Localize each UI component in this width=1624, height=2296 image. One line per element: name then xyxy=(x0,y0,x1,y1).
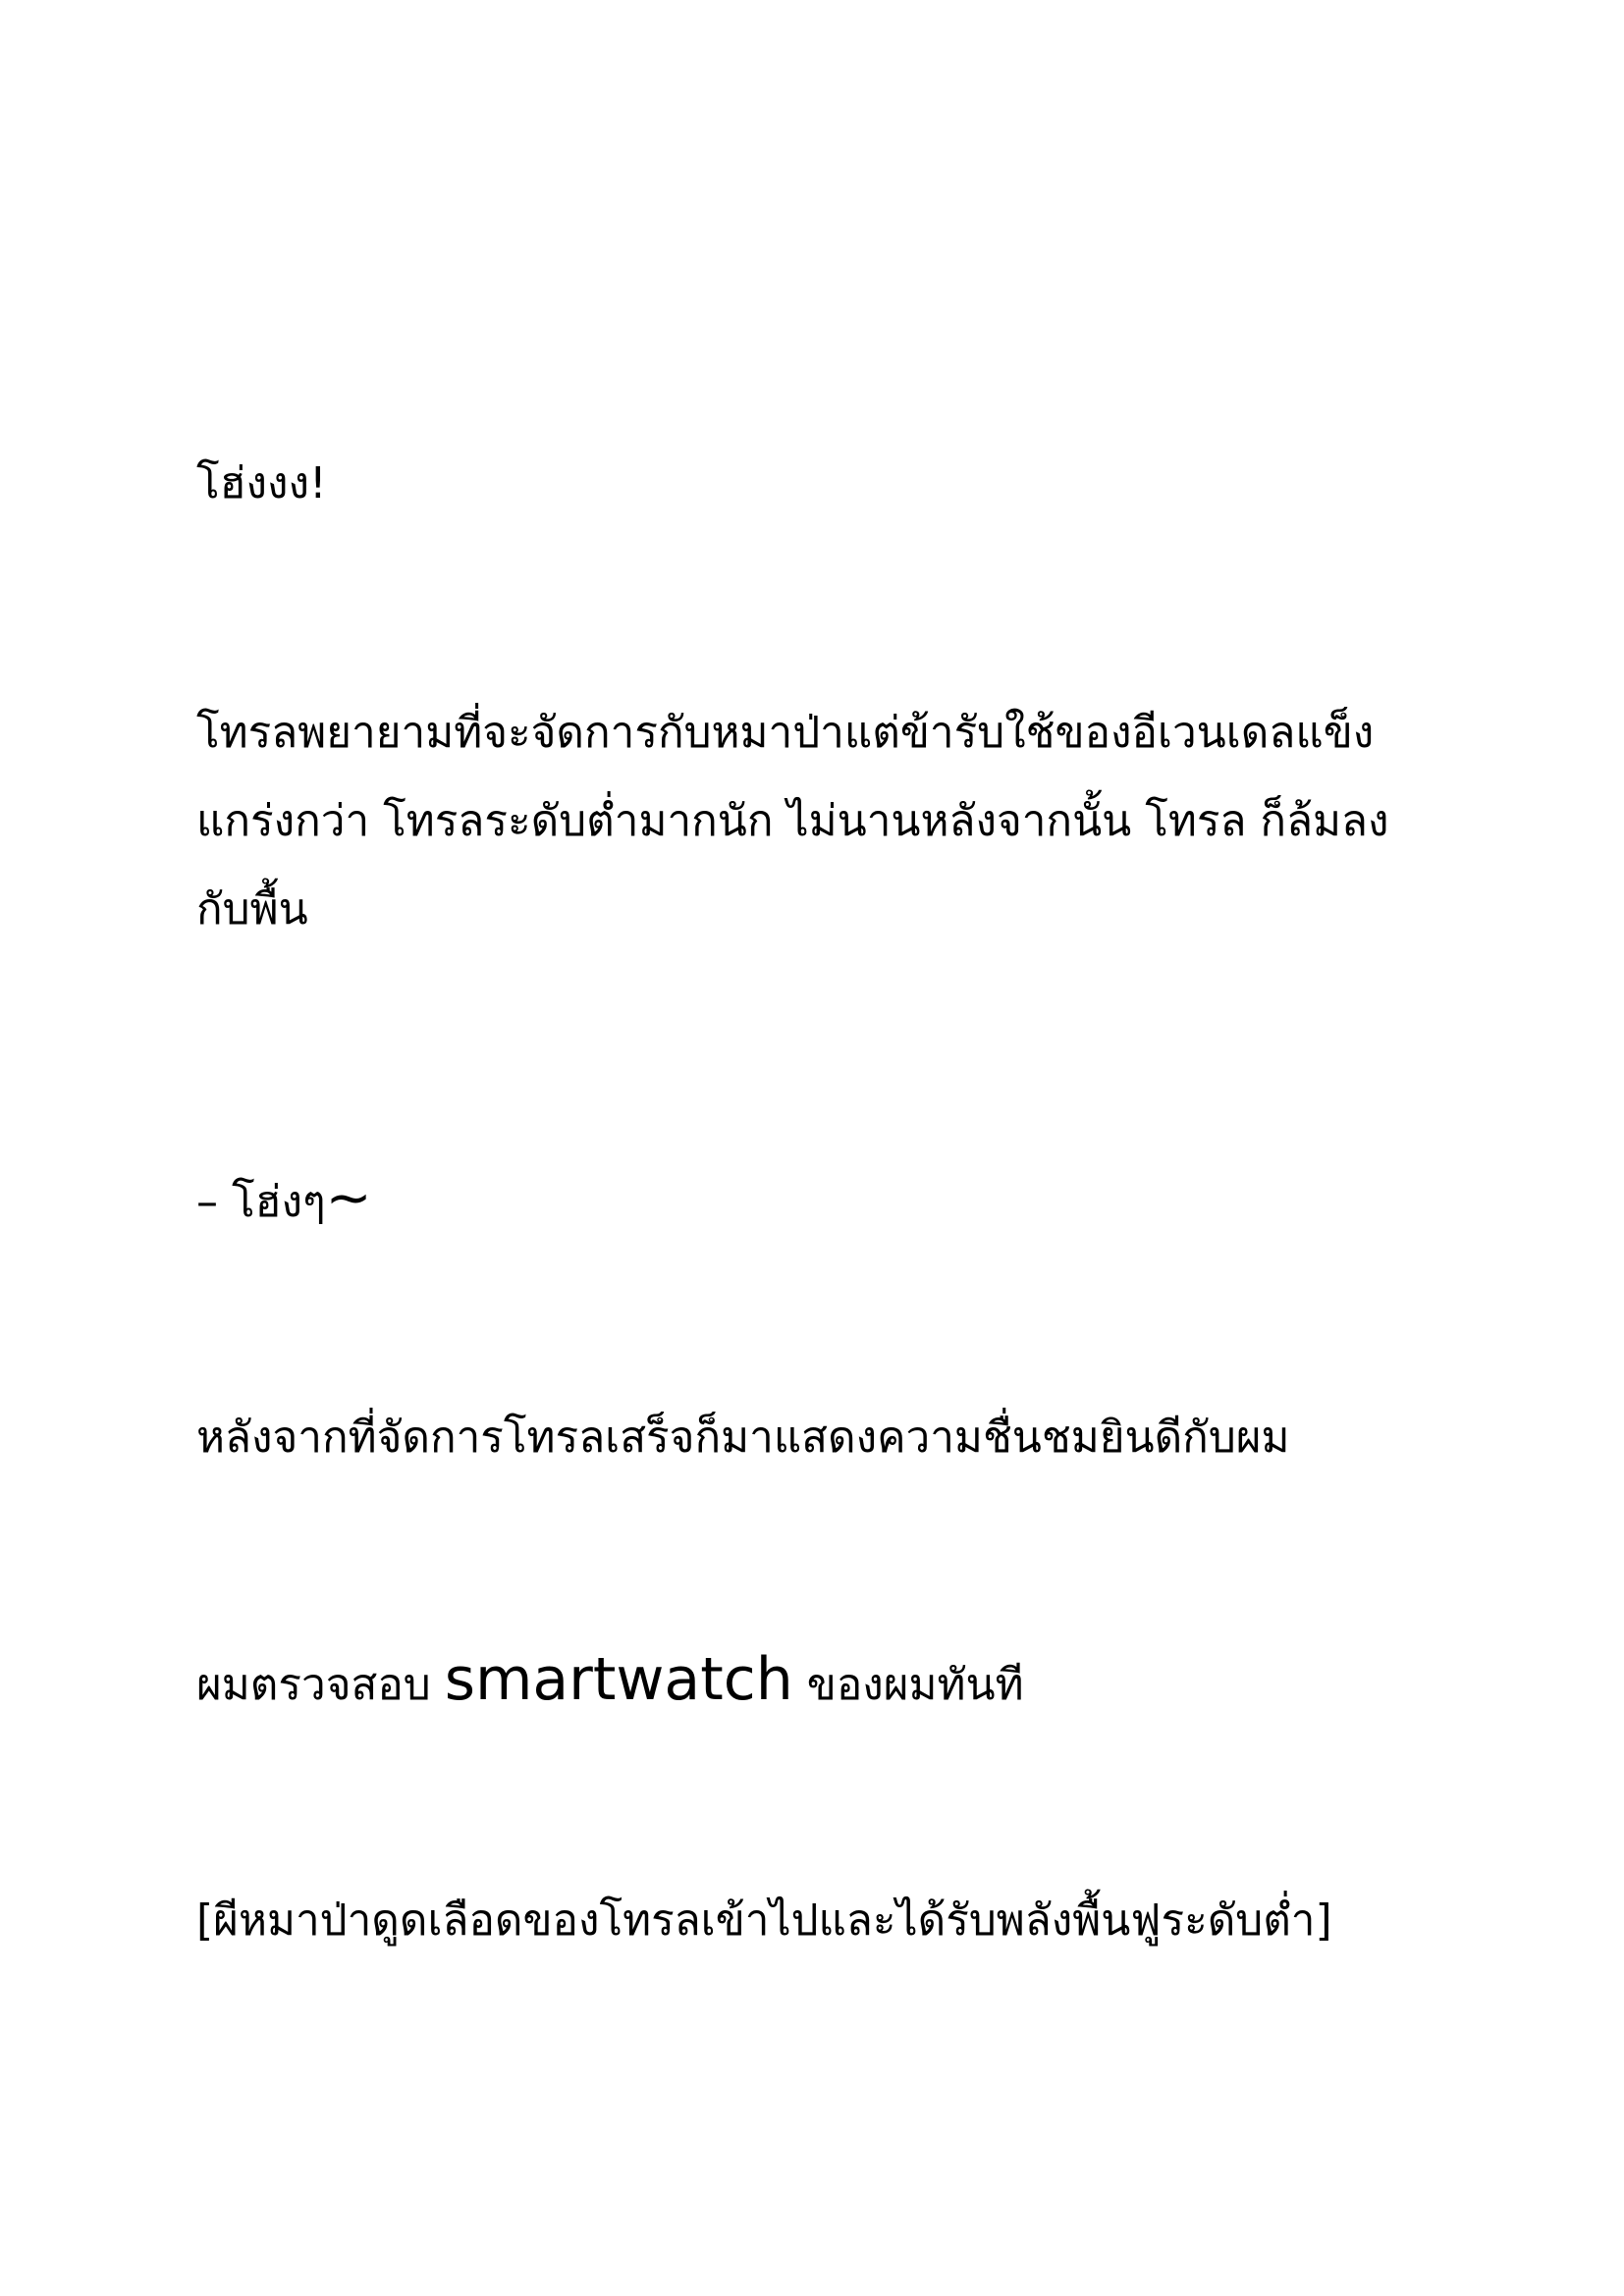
paragraph-text-after: ของผมทันที xyxy=(792,1660,1024,1710)
paragraph-bark-tilde xyxy=(196,1154,1434,1247)
paragraph-line: แกร่งกว่า โทรลระดับต่ำมากนัก ไม่นานหลังจากนั้น โทรล ก็ล้มลง xyxy=(196,796,1389,846)
paragraph-text: โฮ่งงง! xyxy=(196,458,327,508)
paragraph-text: – โฮ่งๆ xyxy=(196,1177,326,1227)
smartwatch-word: smartwatch xyxy=(444,1645,793,1714)
tilde-mark: ~ xyxy=(325,1166,372,1230)
paragraph-line: กับพื้น xyxy=(196,884,308,934)
paragraph-after-troll xyxy=(196,1394,1434,1482)
paragraph-text: หลังจากที่จัดการโทรลเสร็จก็มาแสดงความชื่นชมยินดีกับผม xyxy=(196,1413,1290,1463)
paragraph-text-before: ผมตรวจสอบ xyxy=(196,1660,445,1710)
paragraph-troll-fight xyxy=(196,689,1434,954)
paragraph-system-message xyxy=(196,1877,1434,1965)
paragraph-bark xyxy=(196,440,1434,528)
paragraph-text: [ผีหมาป่าดูดเลือดของโทรลเข้าไปและได้รับพลังพื้นฟูระดับต่ำ] xyxy=(196,1896,1332,1946)
paragraph-line: โทรลพยายามที่จะจัดการกับหมาป่าแต่ข้ารับใช้ของอีเวนเดลแข็ง xyxy=(196,708,1375,758)
paragraph-smartwatch xyxy=(196,1635,1434,1730)
